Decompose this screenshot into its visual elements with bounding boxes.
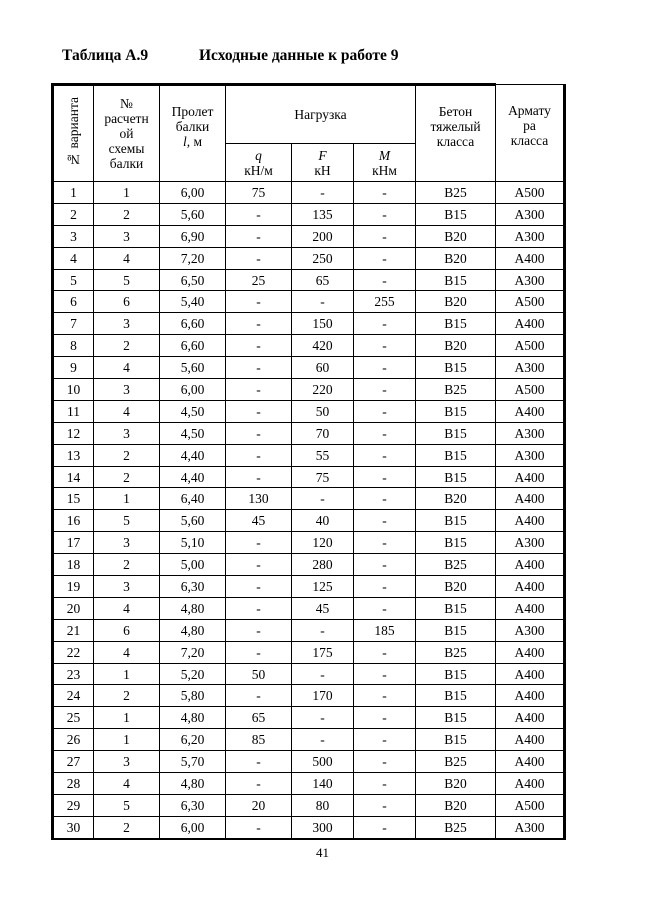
cell-q: - — [226, 751, 292, 773]
table-row — [53, 466, 565, 488]
cell-scheme: 5 — [94, 269, 160, 291]
cell-variant: 17 — [53, 532, 94, 554]
cell-q: - — [226, 422, 292, 444]
cell-q: - — [226, 379, 292, 401]
cell-scheme: 2 — [94, 816, 160, 838]
table-row — [53, 203, 565, 225]
cell-m: - — [354, 685, 416, 707]
cell-q: - — [226, 554, 292, 576]
cell-span: 5,00 — [160, 554, 226, 576]
table-row — [53, 225, 565, 247]
cell-concrete: B15 — [416, 400, 496, 422]
cell-span: 6,00 — [160, 182, 226, 204]
cell-f: 70 — [292, 422, 354, 444]
cell-concrete: B20 — [416, 488, 496, 510]
cell-variant: 4 — [53, 247, 94, 269]
cell-scheme: 1 — [94, 182, 160, 204]
cell-scheme: 2 — [94, 685, 160, 707]
cell-f: 140 — [292, 773, 354, 795]
cell-m: 255 — [354, 291, 416, 313]
cell-f: 150 — [292, 313, 354, 335]
cell-variant: 3 — [53, 225, 94, 247]
cell-scheme: 4 — [94, 597, 160, 619]
cell-variant: 25 — [53, 707, 94, 729]
cell-variant: 11 — [53, 400, 94, 422]
cell-m: - — [354, 554, 416, 576]
cell-span: 4,50 — [160, 422, 226, 444]
cell-f: 45 — [292, 597, 354, 619]
cell-f: 280 — [292, 554, 354, 576]
cell-concrete: B15 — [416, 444, 496, 466]
table-row — [53, 313, 565, 335]
table-row — [53, 597, 565, 619]
cell-variant: 28 — [53, 773, 94, 795]
cell-f: 135 — [292, 203, 354, 225]
cell-variant: 21 — [53, 619, 94, 641]
table-row — [53, 379, 565, 401]
cell-span: 6,30 — [160, 794, 226, 816]
cell-rebar: A300 — [496, 532, 565, 554]
cell-m: - — [354, 576, 416, 598]
cell-span: 6,00 — [160, 816, 226, 838]
cell-scheme: 2 — [94, 335, 160, 357]
table-row — [53, 619, 565, 641]
cell-rebar: A400 — [496, 400, 565, 422]
cell-variant: 18 — [53, 554, 94, 576]
cell-rebar: A400 — [496, 729, 565, 751]
cell-span: 5,60 — [160, 510, 226, 532]
cell-concrete: B25 — [416, 379, 496, 401]
cell-f: - — [292, 729, 354, 751]
cell-concrete: B20 — [416, 225, 496, 247]
cell-span: 6,00 — [160, 379, 226, 401]
header-variant: № варианта — [53, 85, 94, 182]
cell-q: 65 — [226, 707, 292, 729]
cell-m: - — [354, 729, 416, 751]
table-row — [53, 773, 565, 795]
cell-m: - — [354, 488, 416, 510]
cell-span: 6,20 — [160, 729, 226, 751]
cell-rebar: A400 — [496, 576, 565, 598]
cell-f: 175 — [292, 641, 354, 663]
cell-variant: 2 — [53, 203, 94, 225]
cell-rebar: A400 — [496, 313, 565, 335]
cell-m: - — [354, 663, 416, 685]
cell-rebar: A500 — [496, 291, 565, 313]
cell-rebar: A500 — [496, 379, 565, 401]
cell-m: - — [354, 357, 416, 379]
cell-f: 60 — [292, 357, 354, 379]
cell-scheme: 3 — [94, 576, 160, 598]
table-row — [53, 291, 565, 313]
cell-m: - — [354, 751, 416, 773]
cell-scheme: 4 — [94, 641, 160, 663]
table-row — [53, 663, 565, 685]
header-concrete: Бетон тяжелый класса — [416, 85, 496, 182]
cell-variant: 1 — [53, 182, 94, 204]
cell-m: - — [354, 816, 416, 838]
cell-f: 65 — [292, 269, 354, 291]
cell-q: 45 — [226, 510, 292, 532]
cell-rebar: A500 — [496, 182, 565, 204]
cell-span: 5,70 — [160, 751, 226, 773]
cell-concrete: B15 — [416, 685, 496, 707]
table-row — [53, 816, 565, 838]
cell-rebar: A400 — [496, 641, 565, 663]
cell-scheme: 3 — [94, 532, 160, 554]
cell-variant: 5 — [53, 269, 94, 291]
cell-span: 4,40 — [160, 466, 226, 488]
cell-scheme: 1 — [94, 488, 160, 510]
cell-m: - — [354, 379, 416, 401]
cell-m: - — [354, 510, 416, 532]
cell-rebar: A400 — [496, 773, 565, 795]
cell-m: - — [354, 182, 416, 204]
cell-concrete: B20 — [416, 335, 496, 357]
table-row — [53, 444, 565, 466]
table-row — [53, 269, 565, 291]
cell-q: - — [226, 773, 292, 795]
cell-concrete: B20 — [416, 576, 496, 598]
cell-rebar: A400 — [496, 597, 565, 619]
table-row — [53, 510, 565, 532]
cell-f: 75 — [292, 466, 354, 488]
cell-rebar: A400 — [496, 707, 565, 729]
cell-m: - — [354, 400, 416, 422]
cell-concrete: B20 — [416, 773, 496, 795]
table-row — [53, 707, 565, 729]
header-span: Пролет балки l, м — [160, 85, 226, 182]
cell-concrete: B25 — [416, 751, 496, 773]
cell-q: - — [226, 203, 292, 225]
table-caption — [62, 47, 399, 65]
cell-variant: 16 — [53, 510, 94, 532]
header-rebar: Армату ра класса — [496, 85, 565, 182]
cell-f: 300 — [292, 816, 354, 838]
cell-span: 4,50 — [160, 400, 226, 422]
cell-q: - — [226, 576, 292, 598]
cell-concrete: B15 — [416, 466, 496, 488]
table-label: Таблица А.9 — [62, 47, 149, 64]
cell-m: - — [354, 794, 416, 816]
cell-concrete: B15 — [416, 313, 496, 335]
table-row — [53, 247, 565, 269]
cell-scheme: 2 — [94, 554, 160, 576]
cell-variant: 20 — [53, 597, 94, 619]
cell-m: - — [354, 707, 416, 729]
cell-f: 500 — [292, 751, 354, 773]
cell-concrete: B15 — [416, 269, 496, 291]
cell-rebar: A400 — [496, 663, 565, 685]
cell-f: - — [292, 619, 354, 641]
cell-scheme: 4 — [94, 357, 160, 379]
cell-span: 4,80 — [160, 773, 226, 795]
page-number: 41 — [316, 845, 329, 860]
cell-span: 4,80 — [160, 597, 226, 619]
cell-scheme: 3 — [94, 422, 160, 444]
cell-concrete: B25 — [416, 816, 496, 838]
cell-concrete: B15 — [416, 532, 496, 554]
cell-f: 220 — [292, 379, 354, 401]
cell-variant: 22 — [53, 641, 94, 663]
cell-f: 170 — [292, 685, 354, 707]
cell-q: - — [226, 313, 292, 335]
cell-m: - — [354, 773, 416, 795]
cell-q: - — [226, 400, 292, 422]
cell-rebar: A300 — [496, 619, 565, 641]
cell-span: 7,20 — [160, 641, 226, 663]
cell-rebar: A300 — [496, 225, 565, 247]
cell-span: 5,60 — [160, 203, 226, 225]
cell-q: - — [226, 685, 292, 707]
cell-concrete: B15 — [416, 422, 496, 444]
cell-concrete: B15 — [416, 729, 496, 751]
cell-concrete: B15 — [416, 597, 496, 619]
table-row — [53, 488, 565, 510]
cell-span: 6,50 — [160, 269, 226, 291]
cell-scheme: 1 — [94, 729, 160, 751]
header-scheme: № расчетн ой схемы балки — [94, 85, 160, 182]
cell-rebar: A400 — [496, 510, 565, 532]
cell-variant: 27 — [53, 751, 94, 773]
cell-variant: 7 — [53, 313, 94, 335]
cell-variant: 10 — [53, 379, 94, 401]
cell-rebar: A400 — [496, 554, 565, 576]
cell-concrete: B15 — [416, 619, 496, 641]
cell-rebar: A500 — [496, 794, 565, 816]
cell-variant: 23 — [53, 663, 94, 685]
cell-scheme: 3 — [94, 751, 160, 773]
cell-rebar: A300 — [496, 203, 565, 225]
cell-scheme: 2 — [94, 466, 160, 488]
cell-m: - — [354, 269, 416, 291]
cell-q: - — [226, 444, 292, 466]
cell-rebar: A300 — [496, 422, 565, 444]
cell-q: 85 — [226, 729, 292, 751]
cell-scheme: 6 — [94, 619, 160, 641]
cell-q: - — [226, 335, 292, 357]
cell-variant: 24 — [53, 685, 94, 707]
table-row — [53, 422, 565, 444]
cell-variant: 6 — [53, 291, 94, 313]
table-row — [53, 794, 565, 816]
cell-f: - — [292, 182, 354, 204]
cell-span: 4,80 — [160, 619, 226, 641]
table-row — [53, 400, 565, 422]
cell-m: - — [354, 597, 416, 619]
cell-scheme: 4 — [94, 773, 160, 795]
cell-q: - — [226, 597, 292, 619]
cell-span: 5,10 — [160, 532, 226, 554]
cell-f: 250 — [292, 247, 354, 269]
cell-scheme: 5 — [94, 794, 160, 816]
cell-f: 80 — [292, 794, 354, 816]
cell-variant: 29 — [53, 794, 94, 816]
table-row — [53, 357, 565, 379]
cell-m: - — [354, 225, 416, 247]
table-row — [53, 182, 565, 204]
cell-q: - — [226, 357, 292, 379]
cell-m: 185 — [354, 619, 416, 641]
cell-scheme: 6 — [94, 291, 160, 313]
cell-scheme: 1 — [94, 707, 160, 729]
cell-f: 125 — [292, 576, 354, 598]
cell-concrete: B25 — [416, 641, 496, 663]
cell-rebar: A400 — [496, 751, 565, 773]
cell-variant: 19 — [53, 576, 94, 598]
cell-span: 5,60 — [160, 357, 226, 379]
cell-f: 50 — [292, 400, 354, 422]
table-body — [53, 182, 565, 839]
cell-concrete: B20 — [416, 291, 496, 313]
cell-concrete: B15 — [416, 663, 496, 685]
cell-scheme: 1 — [94, 663, 160, 685]
cell-f: 55 — [292, 444, 354, 466]
cell-rebar: A500 — [496, 335, 565, 357]
cell-rebar: A400 — [496, 247, 565, 269]
cell-q: 25 — [226, 269, 292, 291]
cell-m: - — [354, 247, 416, 269]
cell-variant: 26 — [53, 729, 94, 751]
cell-m: - — [354, 313, 416, 335]
cell-scheme: 4 — [94, 247, 160, 269]
cell-m: - — [354, 444, 416, 466]
cell-span: 6,60 — [160, 335, 226, 357]
cell-concrete: B15 — [416, 510, 496, 532]
cell-q: 75 — [226, 182, 292, 204]
cell-span: 5,20 — [160, 663, 226, 685]
cell-q: - — [226, 247, 292, 269]
cell-f: 200 — [292, 225, 354, 247]
cell-scheme: 5 — [94, 510, 160, 532]
cell-scheme: 3 — [94, 313, 160, 335]
cell-variant: 13 — [53, 444, 94, 466]
cell-q: - — [226, 532, 292, 554]
cell-concrete: B20 — [416, 247, 496, 269]
cell-span: 4,80 — [160, 707, 226, 729]
cell-f: - — [292, 488, 354, 510]
cell-q: - — [226, 225, 292, 247]
cell-scheme: 3 — [94, 379, 160, 401]
cell-span: 7,20 — [160, 247, 226, 269]
cell-q: - — [226, 619, 292, 641]
cell-variant: 30 — [53, 816, 94, 838]
cell-variant: 8 — [53, 335, 94, 357]
cell-span: 6,40 — [160, 488, 226, 510]
cell-concrete: B15 — [416, 203, 496, 225]
cell-variant: 15 — [53, 488, 94, 510]
cell-span: 6,30 — [160, 576, 226, 598]
table-row — [53, 554, 565, 576]
cell-q: - — [226, 291, 292, 313]
header-load: Нагрузка — [226, 85, 416, 144]
cell-scheme: 4 — [94, 400, 160, 422]
cell-f: - — [292, 663, 354, 685]
cell-rebar: A300 — [496, 269, 565, 291]
cell-f: - — [292, 707, 354, 729]
cell-span: 4,40 — [160, 444, 226, 466]
cell-scheme: 2 — [94, 203, 160, 225]
cell-q: - — [226, 816, 292, 838]
cell-q: 50 — [226, 663, 292, 685]
table-title: Исходные данные к работе 9 — [199, 47, 399, 64]
header-m: M кНм — [354, 144, 416, 182]
table-row — [53, 751, 565, 773]
table-row — [53, 641, 565, 663]
cell-rebar: A400 — [496, 488, 565, 510]
cell-span: 6,90 — [160, 225, 226, 247]
cell-q: 130 — [226, 488, 292, 510]
cell-rebar: A300 — [496, 816, 565, 838]
cell-f: 120 — [292, 532, 354, 554]
cell-variant: 14 — [53, 466, 94, 488]
cell-m: - — [354, 335, 416, 357]
cell-f: 420 — [292, 335, 354, 357]
cell-rebar: A300 — [496, 357, 565, 379]
cell-variant: 12 — [53, 422, 94, 444]
cell-span: 5,80 — [160, 685, 226, 707]
cell-q: 20 — [226, 794, 292, 816]
cell-scheme: 2 — [94, 444, 160, 466]
cell-rebar: A400 — [496, 466, 565, 488]
cell-rebar: A400 — [496, 685, 565, 707]
table-row — [53, 729, 565, 751]
header-f: F кН — [292, 144, 354, 182]
cell-q: - — [226, 466, 292, 488]
cell-scheme: 3 — [94, 225, 160, 247]
cell-concrete: B20 — [416, 794, 496, 816]
cell-rebar: A300 — [496, 444, 565, 466]
cell-concrete: B15 — [416, 707, 496, 729]
cell-m: - — [354, 641, 416, 663]
cell-concrete: B25 — [416, 182, 496, 204]
cell-m: - — [354, 532, 416, 554]
initial-data-table — [51, 83, 566, 840]
cell-m: - — [354, 203, 416, 225]
cell-m: - — [354, 466, 416, 488]
table-row — [53, 576, 565, 598]
cell-span: 6,60 — [160, 313, 226, 335]
cell-concrete: B25 — [416, 554, 496, 576]
cell-f: 40 — [292, 510, 354, 532]
cell-concrete: B15 — [416, 357, 496, 379]
cell-variant: 9 — [53, 357, 94, 379]
table-row — [53, 685, 565, 707]
cell-f: - — [292, 291, 354, 313]
cell-span: 5,40 — [160, 291, 226, 313]
table-row — [53, 532, 565, 554]
table-row — [53, 335, 565, 357]
header-q: q кН/м — [226, 144, 292, 182]
cell-q: - — [226, 641, 292, 663]
cell-m: - — [354, 422, 416, 444]
